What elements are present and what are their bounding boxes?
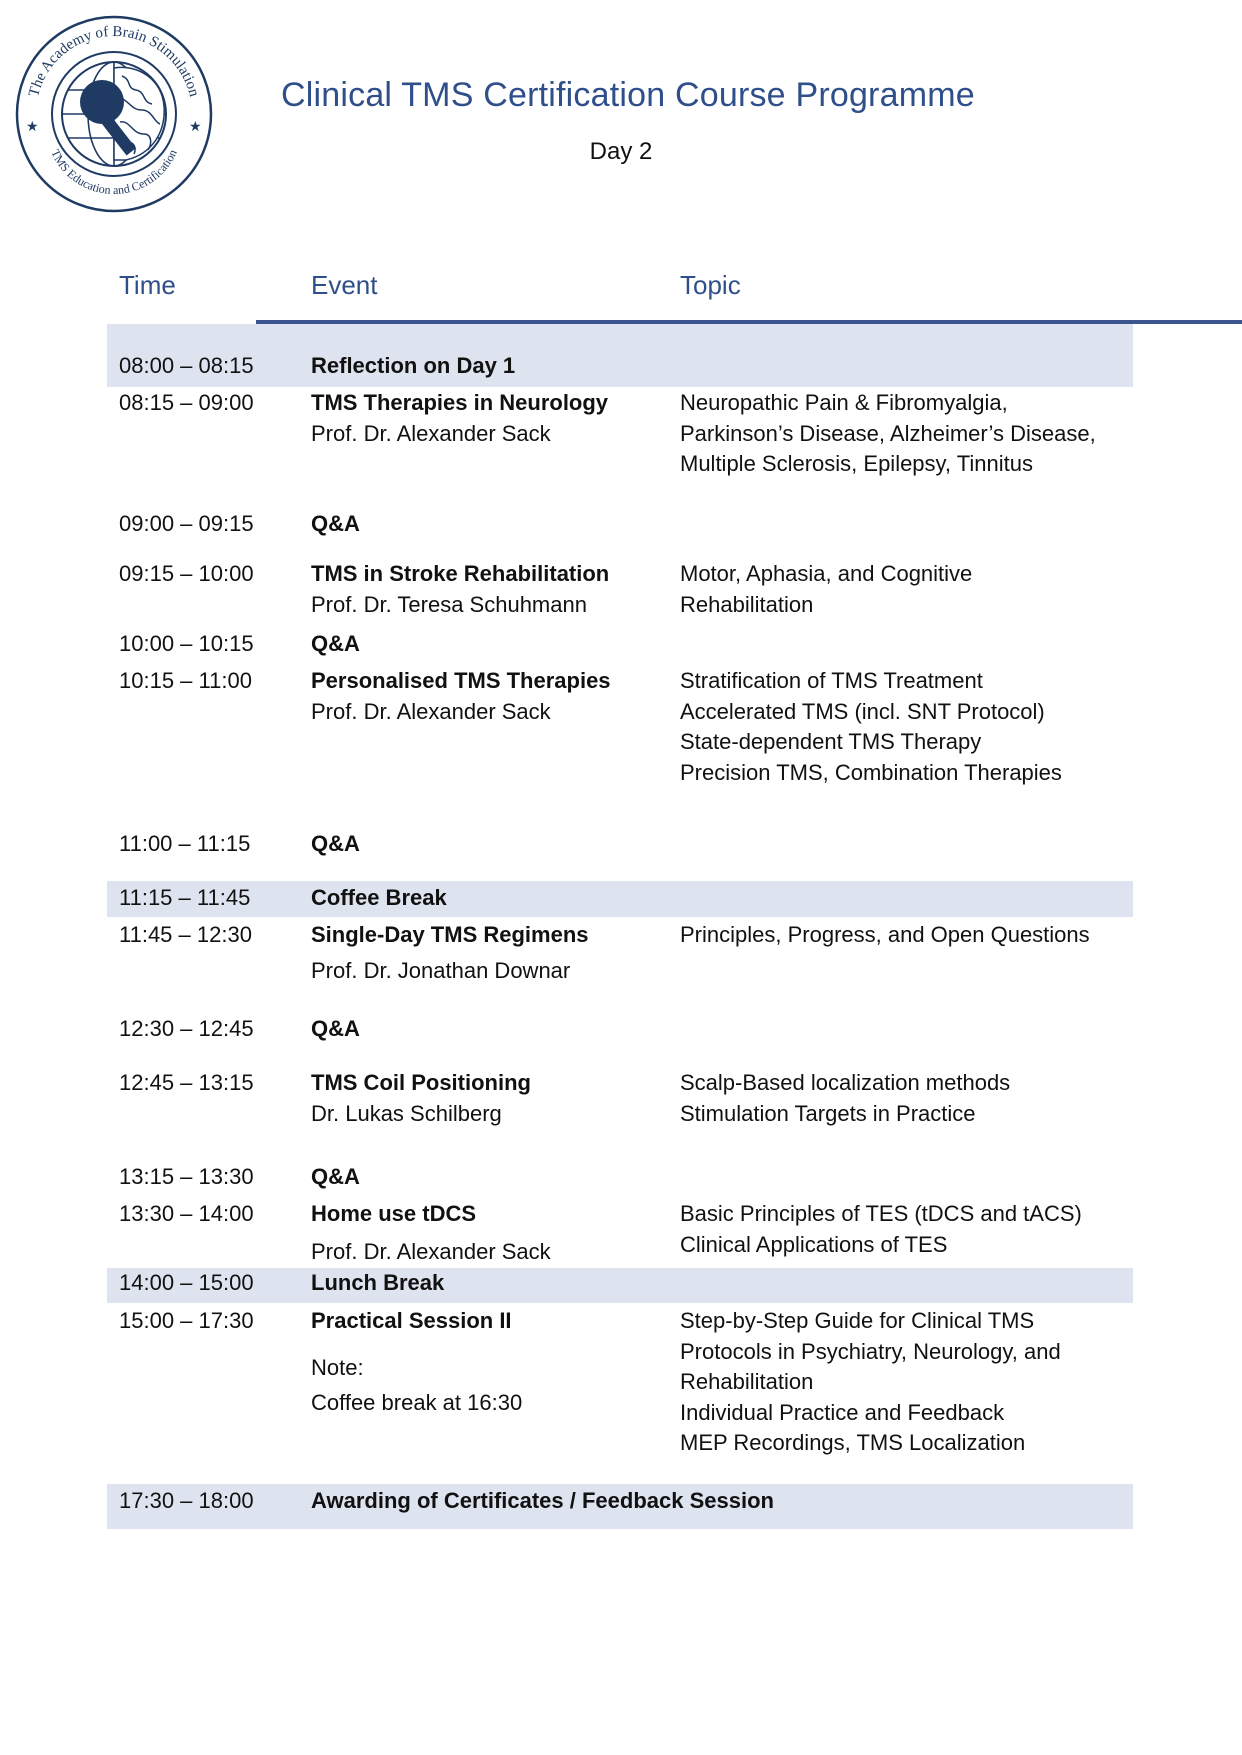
row-time: 11:15 – 11:45 bbox=[119, 885, 251, 910]
column-header-event: Event bbox=[311, 270, 378, 300]
topic-line: Precision TMS, Combination Therapies bbox=[680, 759, 1062, 785]
day-label: Day 2 bbox=[589, 138, 653, 165]
row-event bbox=[311, 1306, 522, 1419]
row-event bbox=[311, 1162, 360, 1193]
row-event bbox=[311, 1014, 360, 1045]
row-topic bbox=[680, 1199, 1082, 1260]
row-highlight bbox=[107, 1268, 1133, 1303]
row-time: 09:15 – 10:00 bbox=[119, 561, 254, 586]
event-speaker: Prof. Dr. Teresa Schuhmann bbox=[311, 591, 587, 617]
event-title: Awarding of Certificates / Feedback Session bbox=[311, 1488, 774, 1513]
topic-line: State-dependent TMS Therapy bbox=[680, 729, 982, 754]
row-event bbox=[311, 351, 515, 382]
row-event bbox=[311, 629, 360, 660]
topic-line: Step-by-Step Guide for Clinical TMS bbox=[680, 1308, 1035, 1333]
row-topic bbox=[680, 559, 972, 620]
note-text: Coffee break at 16:30 bbox=[311, 1390, 523, 1415]
topic-line: Individual Practice and Feedback bbox=[680, 1399, 1005, 1425]
row-time: 10:15 – 11:00 bbox=[119, 668, 252, 693]
page-title: Clinical TMS Certification Course Programme bbox=[281, 76, 975, 114]
event-title: Q&A bbox=[311, 631, 360, 656]
topic-line: Multiple Sclerosis, Epilepsy, Tinnitus bbox=[680, 451, 1033, 476]
row-event bbox=[311, 388, 608, 449]
row-event bbox=[311, 883, 447, 914]
event-title: Q&A bbox=[311, 1164, 360, 1189]
row-event bbox=[311, 1268, 444, 1299]
event-speaker: Dr. Lukas Schilberg bbox=[311, 1100, 502, 1126]
topic-line: Principles, Progress, and Open Questions bbox=[680, 922, 1090, 947]
event-title: Q&A bbox=[311, 511, 360, 536]
event-title: Personalised TMS Therapies bbox=[311, 668, 611, 693]
event-title: TMS Therapies in Neurology bbox=[311, 390, 609, 415]
topic-line: MEP Recordings, TMS Localization bbox=[680, 1430, 1026, 1455]
row-time: 11:45 – 12:30 bbox=[119, 922, 252, 947]
event-title: TMS Coil Positioning bbox=[311, 1070, 531, 1095]
row-time: 08:15 – 09:00 bbox=[119, 390, 254, 415]
event-title: Lunch Break bbox=[311, 1270, 445, 1295]
row-topic bbox=[680, 666, 1062, 788]
event-speaker: Prof. Dr. Alexander Sack bbox=[311, 420, 551, 446]
event-title: Practical Session II bbox=[311, 1308, 512, 1333]
row-time: 12:45 – 13:15 bbox=[119, 1070, 254, 1095]
row-time: 13:15 – 13:30 bbox=[119, 1164, 254, 1189]
topic-line: Rehabilitation bbox=[680, 591, 814, 617]
topic-line: Clinical Applications of TES bbox=[680, 1231, 948, 1257]
row-topic bbox=[680, 920, 1090, 951]
event-title: TMS in Stroke Rehabilitation bbox=[311, 561, 610, 586]
event-speaker: Prof. Dr. Alexander Sack bbox=[311, 1238, 551, 1264]
header-shade bbox=[107, 324, 1133, 387]
row-time: 12:30 – 12:45 bbox=[119, 1016, 254, 1041]
topic-line: Neuropathic Pain & Fibromyalgia, bbox=[680, 390, 1008, 415]
event-title: Single-Day TMS Regimens bbox=[311, 922, 589, 947]
row-time: 13:30 – 14:00 bbox=[119, 1201, 254, 1226]
topic-line: Parkinson’s Disease, Alzheimer’s Disease, bbox=[680, 420, 1096, 446]
svg-text:★: ★ bbox=[189, 118, 202, 134]
topic-line: Scalp-Based localization methods bbox=[680, 1070, 1011, 1095]
row-event bbox=[311, 666, 611, 727]
row-time: 15:00 – 17:30 bbox=[119, 1308, 254, 1333]
column-header-topic: Topic bbox=[680, 270, 741, 300]
row-event bbox=[311, 1068, 531, 1129]
row-time: 10:00 – 10:15 bbox=[119, 631, 254, 656]
svg-text:★: ★ bbox=[26, 118, 39, 134]
topic-line: Accelerated TMS (incl. SNT Protocol) bbox=[680, 698, 1045, 724]
academy-logo bbox=[14, 14, 214, 214]
event-speaker: Prof. Dr. Jonathan Downar bbox=[311, 957, 571, 983]
topic-line: Protocols in Psychiatry, Neurology, and bbox=[680, 1338, 1061, 1364]
row-event bbox=[311, 1199, 551, 1267]
event-title: Q&A bbox=[311, 1016, 360, 1041]
row-event bbox=[311, 829, 360, 860]
row-topic bbox=[680, 1306, 1061, 1459]
topic-line: Motor, Aphasia, and Cognitive bbox=[680, 561, 973, 586]
event-title: Q&A bbox=[311, 831, 360, 856]
row-event bbox=[311, 509, 360, 540]
row-event bbox=[311, 559, 609, 620]
svg-text:The Academy of Brain Stimulati: The Academy of Brain Stimulation bbox=[26, 23, 202, 99]
topic-line: Stratification of TMS Treatment bbox=[680, 668, 983, 693]
topic-line: Stimulation Targets in Practice bbox=[680, 1100, 976, 1126]
column-header-time: Time bbox=[119, 270, 176, 300]
row-event bbox=[311, 1486, 774, 1517]
row-event bbox=[311, 920, 589, 986]
event-title: Home use tDCS bbox=[311, 1201, 477, 1226]
event-title: Coffee Break bbox=[311, 885, 447, 910]
topic-line: Basic Principles of TES (tDCS and tACS) bbox=[680, 1201, 1082, 1226]
row-time: 09:00 – 09:15 bbox=[119, 511, 254, 536]
row-time: 11:00 – 11:15 bbox=[119, 831, 251, 856]
note-label: Note: bbox=[311, 1354, 364, 1380]
topic-line: Rehabilitation bbox=[680, 1369, 814, 1394]
row-time: 17:30 – 18:00 bbox=[119, 1488, 254, 1513]
row-topic bbox=[680, 1068, 1010, 1129]
svg-text:TMS Education and Certificatio: TMS Education and Certification bbox=[48, 147, 180, 198]
row-time: 08:00 – 08:15 bbox=[119, 353, 254, 378]
event-speaker: Prof. Dr. Alexander Sack bbox=[311, 698, 551, 724]
event-title: Reflection on Day 1 bbox=[311, 353, 516, 378]
row-time: 14:00 – 15:00 bbox=[119, 1270, 254, 1295]
row-highlight bbox=[107, 881, 1133, 917]
row-topic bbox=[680, 388, 1096, 480]
